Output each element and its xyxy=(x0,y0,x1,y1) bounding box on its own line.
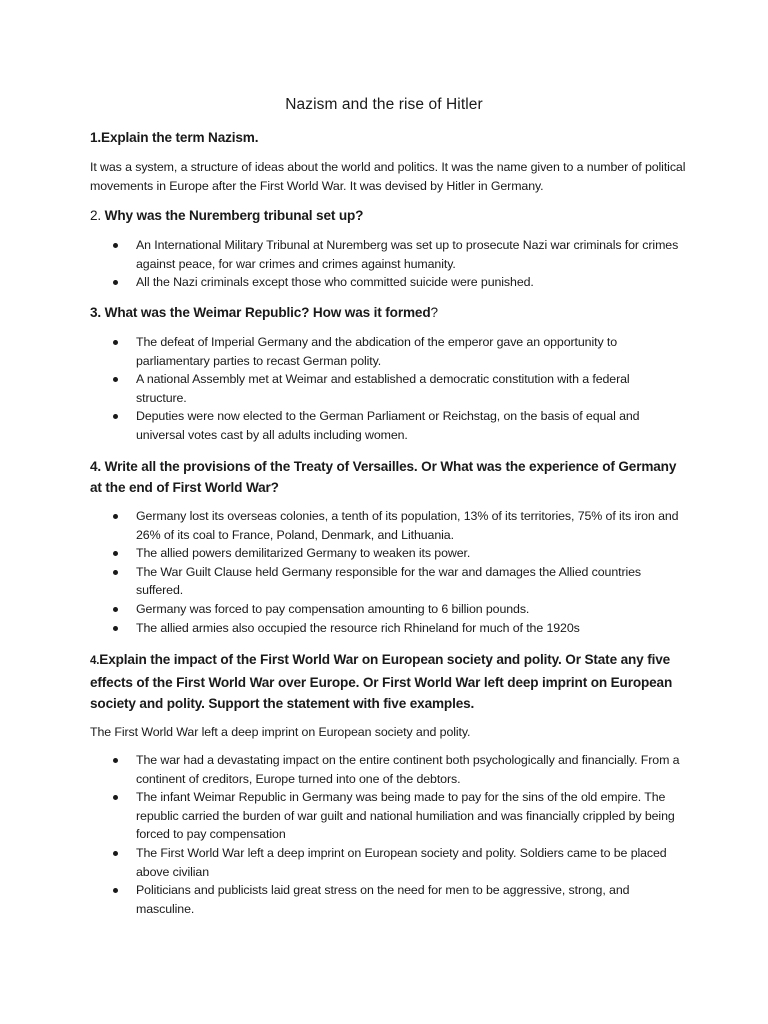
list-item: Politicians and publicists laid great stress on the need for men to be aggressive, strong, and masculine. xyxy=(90,881,680,918)
list-item: The defeat of Imperial Germany and the abdication of the emperor gave an opportunity to parliamentary parties to recast German polity. xyxy=(90,333,680,370)
list-item: Deputies were now elected to the German Parliament or Reichstag, on the basis of equal and universal votes cast by all adults including women. xyxy=(90,407,680,444)
question-number: 4. xyxy=(90,655,100,667)
bullet-icon xyxy=(113,514,118,519)
question-text: What was the Weimar Republic? How was it formed xyxy=(101,305,431,320)
bullet-icon xyxy=(113,280,118,285)
question-mark: ? xyxy=(430,305,438,320)
answer-3-list xyxy=(90,333,680,445)
answer-5-list xyxy=(90,751,680,918)
bullet-icon xyxy=(113,888,118,893)
question-number: 2. xyxy=(90,208,102,223)
question-number: 1. xyxy=(90,130,102,145)
question-number: 4. xyxy=(90,459,102,474)
bullet-icon xyxy=(113,626,118,631)
answer-2-list xyxy=(90,236,680,292)
list-item: All the Nazi criminals except those who committed suicide were punished. xyxy=(90,273,680,292)
bullet-icon xyxy=(113,551,118,556)
bullet-icon xyxy=(113,758,118,763)
list-item: The allied armies also occupied the resource rich Rhineland for much of the 1920s xyxy=(90,619,680,638)
question-text: Explain the impact of the First World War on European society and polity. Or State any five effects of the First World War over Europe. Or First World War left deep imprint on European society and polity. Support the statement with five examples. xyxy=(90,652,673,711)
bullet-icon xyxy=(113,340,118,345)
question-text: Write all the provisions of the Treaty of Versailles. Or What was the experience of Germany at the end of First World War? xyxy=(90,459,677,495)
question-1 xyxy=(90,127,690,148)
list-item: The War Guilt Clause held Germany responsible for the war and damages the Allied countries suffered. xyxy=(90,563,680,600)
list-item: The war had a devastating impact on the entire continent both psychologically and financially. From a continent of creditors, Europe turned into one of the debtors. xyxy=(90,751,680,788)
list-item: Germany was forced to pay compensation amounting to 6 billion pounds. xyxy=(90,600,680,619)
list-item: A national Assembly met at Weimar and established a democratic constitution with a federal structure. xyxy=(90,370,680,407)
bullet-icon xyxy=(113,795,118,800)
answer-1: It was a system, a structure of ideas about the world and politics. It was the name given to a number of political movements in Europe after the First World War. It was devised by Hitler in Germany. xyxy=(90,160,686,193)
list-item: The infant Weimar Republic in Germany was being made to pay for the sins of the old empire. The republic carried the burden of war guilt and national humiliation and was financially crippled by being forced to pay compensation xyxy=(90,788,680,844)
question-text: Explain the term Nazism. xyxy=(101,130,259,145)
bullet-icon xyxy=(113,851,118,856)
bullet-icon xyxy=(113,607,118,612)
bullet-icon xyxy=(113,570,118,575)
answer-5-intro: The First World War left a deep imprint on European society and polity. xyxy=(90,725,471,739)
question-3 xyxy=(90,302,690,323)
question-2 xyxy=(90,205,690,226)
question-4 xyxy=(90,456,690,498)
question-text: Why was the Nuremberg tribunal set up? xyxy=(101,208,364,223)
document-title: Nazism and the rise of Hitler xyxy=(285,96,483,113)
list-item: The First World War left a deep imprint on European society and polity. Soldiers came to be placed above civilian xyxy=(90,844,680,881)
question-number: 3. xyxy=(90,305,102,320)
bullet-icon xyxy=(113,243,118,248)
list-item: The allied powers demilitarized Germany to weaken its power. xyxy=(90,544,680,563)
question-5 xyxy=(90,649,690,714)
answer-4-list xyxy=(90,507,680,637)
list-item: An International Military Tribunal at Nuremberg was set up to prosecute Nazi war criminals for crimes against peace, for war crimes and crimes against humanity. xyxy=(90,236,680,273)
list-item: Germany lost its overseas colonies, a tenth of its population, 13% of its territories, 75% of its iron and 26% of its coal to France, Poland, Denmark, and Lithuania. xyxy=(90,507,680,544)
bullet-icon xyxy=(113,377,118,382)
bullet-icon xyxy=(113,414,118,419)
